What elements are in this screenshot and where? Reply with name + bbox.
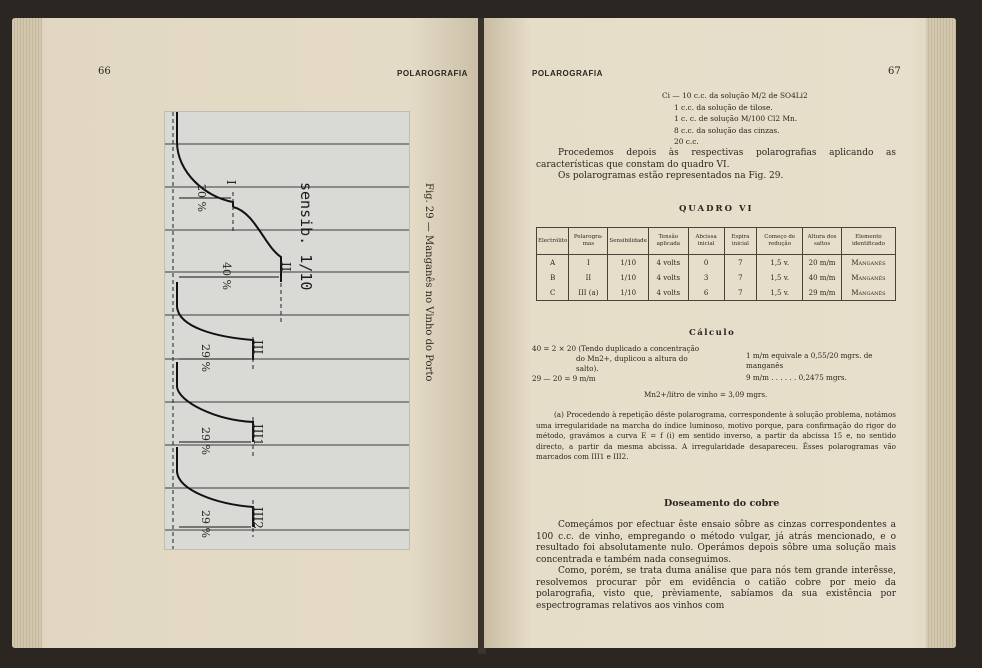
curve-label-2: II bbox=[279, 262, 293, 272]
section-title: Doseamento do cobre bbox=[664, 498, 780, 509]
table-cell: B bbox=[537, 270, 569, 285]
table-header: Tensão aplicada bbox=[648, 228, 688, 255]
table-cell: 1,5 v. bbox=[757, 255, 803, 271]
page-edges bbox=[12, 18, 42, 648]
measure-label-3: 29 % bbox=[199, 344, 212, 372]
table-title: QUADRO VI bbox=[679, 204, 754, 214]
table-cell: 40 m/m bbox=[803, 270, 842, 285]
table-header: Abcissa inicial bbox=[688, 228, 724, 255]
polarogram-svg bbox=[165, 112, 409, 549]
calc-line: 1 m/m equivale a 0,55/20 mgrs. de manganês bbox=[746, 351, 873, 370]
table-cell: 4 volts bbox=[648, 285, 688, 301]
sample-line: 1 c.c. da solução de tilose. bbox=[674, 102, 773, 112]
calc-title: Cálculo bbox=[689, 328, 736, 338]
curve-label-5: III2 bbox=[251, 507, 265, 529]
page-number-left: 66 bbox=[98, 66, 111, 77]
left-page bbox=[12, 18, 480, 648]
calc-line: 40 = 2 × 20 (Tendo duplicado a concentração bbox=[532, 344, 700, 353]
sample-composition bbox=[662, 90, 808, 148]
table-cell: Manganês bbox=[841, 270, 895, 285]
polarogram-figure bbox=[164, 111, 410, 550]
running-head-right: POLAROGRAFIA bbox=[532, 69, 603, 78]
calc-line: 9 m/m . . . . . . 0,2475 mgrs. bbox=[746, 373, 847, 382]
table-row bbox=[537, 285, 896, 301]
table-cell: 1,5 v. bbox=[757, 285, 803, 301]
table-cell: 6 bbox=[688, 285, 724, 301]
table-cell: 1/10 bbox=[608, 270, 649, 285]
table-header: Começo de redução bbox=[757, 228, 803, 255]
table-cell: 4 volts bbox=[648, 270, 688, 285]
running-head-left: POLAROGRAFIA bbox=[397, 69, 468, 78]
table-cell: Manganês bbox=[841, 255, 895, 271]
footnote: (a) Procedendo à repetição dêste polarograma, correspondente à solução problema, notámos uma irregularidade na marcha do índice luminoso, motivo porque, para confirmação do rigor do método, gravámos a curva E = f (i) em sentido inverso, a partir da abcissa 15 e, no sentido directo, a partir da mesma abcissa. A irregularidade desapareceu. Êsses polarogramas vão marcados com III1 e III2. bbox=[536, 410, 896, 461]
table-cell: C bbox=[537, 285, 569, 301]
open-book bbox=[12, 18, 962, 658]
table-cell: 29 m/m bbox=[803, 285, 842, 301]
table-cell: II bbox=[569, 270, 608, 285]
figure-caption: Fig. 29 — Manganês no Vinho do Porto bbox=[423, 183, 434, 382]
measure-label-5: 29 % bbox=[199, 510, 212, 538]
curve-label-3: III bbox=[251, 340, 265, 355]
table-header: Sensibilidade bbox=[608, 228, 649, 255]
page-number-right: 67 bbox=[888, 66, 901, 77]
page-edges-right bbox=[926, 18, 956, 648]
sensitivity-label: sensib. 1/10 bbox=[297, 182, 315, 291]
paragraph-1: Procedemos depois às respectivas polarografias aplicando as características que constam do quadro VI. bbox=[536, 148, 896, 170]
table-cell: 1/10 bbox=[608, 285, 649, 301]
table-cell: 1/10 bbox=[608, 255, 649, 271]
table-cell: 7 bbox=[724, 270, 757, 285]
table-header-row bbox=[537, 228, 896, 255]
table-cell: Manganês bbox=[841, 285, 895, 301]
table-row bbox=[537, 270, 896, 285]
paragraph-2: Os polarogramas estão representados na Fig. 29. bbox=[558, 171, 784, 181]
calc-line: salto). bbox=[576, 364, 599, 373]
table-cell: 7 bbox=[724, 255, 757, 271]
calc-left bbox=[532, 344, 712, 384]
table-header: Electrólito bbox=[537, 228, 569, 255]
sample-line: 8 c.c. da solução das cinzas. bbox=[674, 125, 780, 135]
measure-label-1: 20 % bbox=[195, 184, 208, 212]
paragraph-3: Começámos por efectuar êste ensaio sôbre as cinzas correspondentes a 100 c.c. de vinho, empregando o método vulgar, já atrás mencionado, e o resultado foi absolutamente nulo. Operámos depois sôbre uma solução mais concentrada e também nada conseguimos. bbox=[536, 520, 896, 565]
table-cell: I bbox=[569, 255, 608, 271]
table-cell: 1,5 v. bbox=[757, 270, 803, 285]
paragraph-4: Como, porém, se trata duma análise que para nós tem grande interêsse, resolvemos procurar pôr em evidência o catião cobre por meio da polarografia, visto que, prèviamente, sabíamos da sua existência por espectrogramas relativos aos vinhos com bbox=[536, 566, 896, 611]
calc-right bbox=[746, 351, 906, 383]
sample-line: Ci — 10 c.c. da solução M/2 de SO4Li2 bbox=[662, 91, 808, 100]
table-header: Polarogra-mas bbox=[569, 228, 608, 255]
measure-label-4: 29 % bbox=[199, 427, 212, 455]
sample-line: 20 c.c. bbox=[674, 137, 699, 146]
curve-label-1: I bbox=[224, 180, 238, 185]
quadro-vi-table bbox=[536, 227, 896, 301]
table-cell: 3 bbox=[688, 270, 724, 285]
calc-line: do Mn2+, duplicou a altura do bbox=[576, 354, 688, 363]
table-header: Elemento identificado bbox=[841, 228, 895, 255]
table-header: Altura dos saltos bbox=[803, 228, 842, 255]
table-cell: III (a) bbox=[569, 285, 608, 301]
measure-label-2: 40 % bbox=[220, 262, 233, 290]
table-cell: 7 bbox=[724, 285, 757, 301]
table-cell: A bbox=[537, 255, 569, 271]
sample-line: 1 c. c. de solução M/100 Cl2 Mn. bbox=[674, 114, 798, 123]
curve-label-4: III1 bbox=[251, 424, 265, 446]
table-cell: 4 volts bbox=[648, 255, 688, 271]
calc-line: 29 — 20 = 9 m/m bbox=[532, 374, 596, 383]
table-cell: 20 m/m bbox=[803, 255, 842, 271]
table-row bbox=[537, 255, 896, 271]
calc-result: Mn2+/litro de vinho = 3,09 mgrs. bbox=[644, 390, 768, 399]
table-header: Espira inicial bbox=[724, 228, 757, 255]
right-page bbox=[484, 18, 956, 648]
table-cell: 0 bbox=[688, 255, 724, 271]
